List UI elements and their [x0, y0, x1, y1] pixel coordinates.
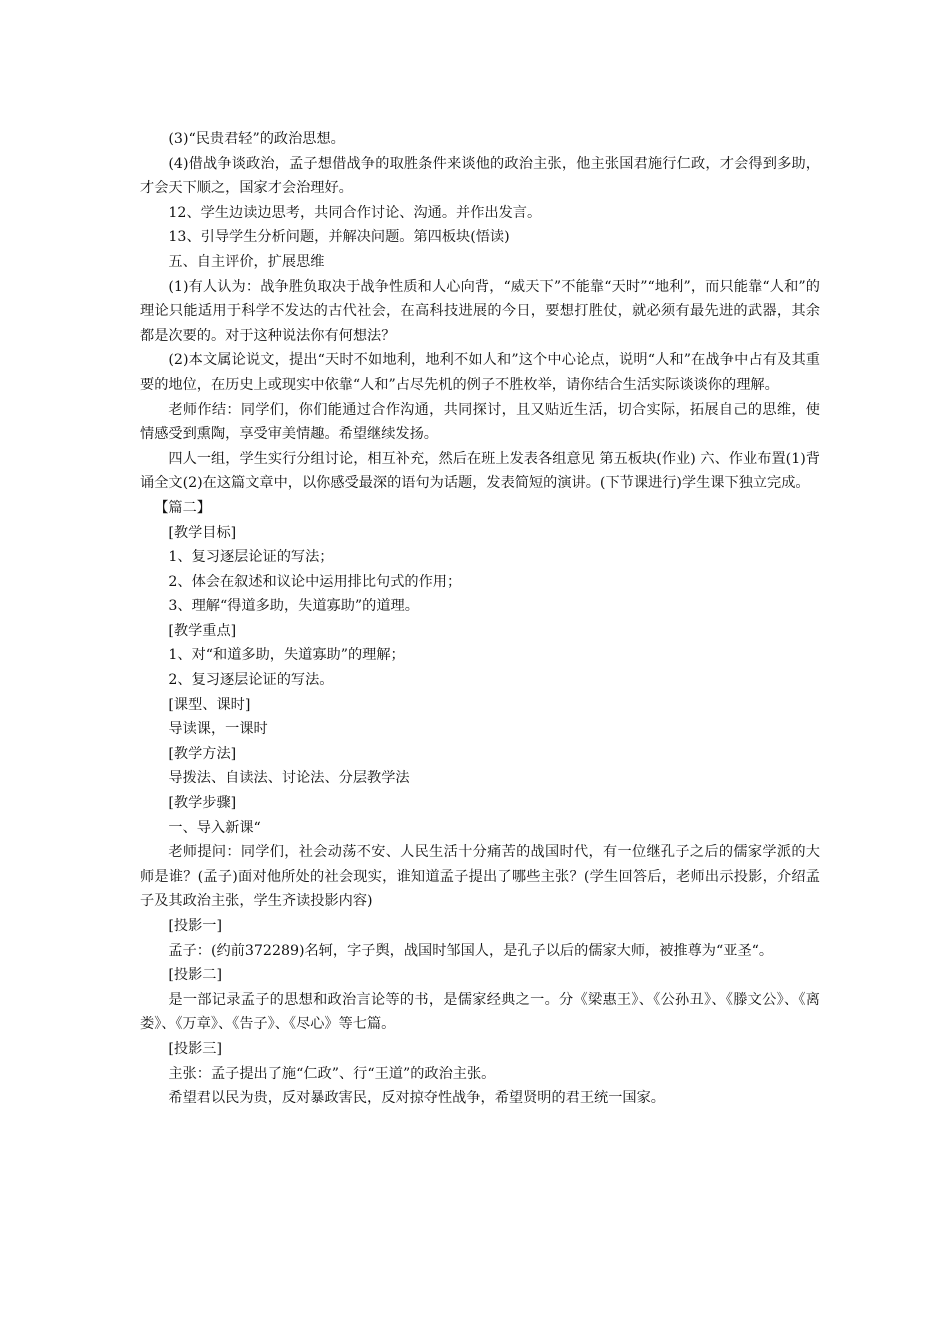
section-heading: [投影二]	[168, 967, 223, 984]
paragraph: (2)本文属论说文，提出“天时不如地利，地利不如人和”这个中心论点，说明“人和”在战争中占有及其重要的地位，在历史上或现实中依靠“人和”占尽先机的例子不胜枚举，请你结合生活实际谈谈你的理解。	[140, 352, 820, 393]
paragraph: 四人一组，学生实行分组讨论，相互补充，然后在班上发表各组意见 第五板块(作业) 六、作业布置(1)背诵全文(2)在这篇文章中，以你感受最深的语句为话题，发表简短的演讲。(下节课进行)学生课下独立完成。	[140, 450, 820, 492]
part-heading: 【篇二】	[154, 499, 211, 516]
paragraph: 是一部记录孟子的思想和政治言论等的书，是儒家经典之一。分《梁惠王》、《公孙丑》、《滕文公》、《离娄》、《万章》、《告子》、《尽心》等七篇。	[140, 991, 820, 1033]
paragraph: 13、引导学生分析问题，并解决问题。第四板块(悟读)	[168, 229, 510, 246]
paragraph: (4)借战争谈政治，孟子想借战争的取胜条件来谈他的政治主张，他主张国君施行仁政，才会得到多助，才会天下顺之，国家才会治理好。	[140, 155, 820, 197]
section-heading: [教学步骤]	[168, 795, 237, 812]
paragraph: 孟子：(约前372289)名轲，字子舆，战国时邹国人，是孔子以后的儒家大师，被推尊为“亚圣“。	[168, 942, 774, 959]
section-heading: 五、自主评价，扩展思维	[168, 253, 325, 270]
paragraph: 老师作结：同学们，你们能通过合作沟通，共同探讨，且又贴近生活，切合实际，拓展自己的思维，使情感受到熏陶，享受审美情趣。希望继续发扬。	[140, 401, 820, 443]
paragraph: (1)有人认为：战争胜负取决于战争性质和人心向背，“威天下”不能靠“天时”“地利”，而只能靠“人和”的理论只能适用于科学不发达的古代社会，在高科技进展的今日，要想打胜仗，就必须有最先进的武器，其余都是次要的。对于这种说法你有何想法？	[140, 278, 820, 344]
list-item: 3、理解“得道多助，失道寡助”的道理。	[168, 598, 419, 615]
paragraph: 12、学生边读边思考，共同合作讨论、沟通。并作出发言。	[168, 204, 542, 221]
list-item: 1、对“和道多助，失道寡助”的理解；	[168, 647, 405, 664]
section-heading: [投影一]	[168, 918, 223, 934]
list-item: 1、复习逐层论证的写法；	[168, 549, 334, 566]
paragraph: 希望君以民为贵，反对暴政害民，反对掠夺性战争，希望贤明的君王统一国家。	[168, 1090, 665, 1107]
section-heading: [教学重点]	[168, 622, 237, 639]
paragraph: (3)“民贵君轻”的政治思想。	[168, 131, 345, 147]
paragraph: 导读课，一课时	[168, 721, 268, 738]
paragraph: 导拨法、自读法、讨论法、分层教学法	[168, 770, 410, 787]
section-heading: [课型、课时]	[168, 696, 251, 713]
list-item: 2、复习逐层论证的写法。	[168, 672, 334, 689]
section-heading: 一、导入新课“	[168, 819, 261, 836]
document-body	[140, 127, 820, 1111]
section-heading: [教学目标]	[168, 524, 237, 541]
section-heading: [投影三]	[168, 1040, 223, 1057]
list-item: 2、体会在叙述和议论中运用排比句式的作用；	[168, 573, 462, 590]
paragraph: 老师提问：同学们，社会动荡不安、人民生活十分痛苦的战国时代，有一位继孔子之后的儒家学派的大师是谁？(孟子)面对他所处的社会现实，谁知道孟子提出了哪些主张？(学生回答后，老师出示投影，介绍孟子及其政治主张，学生齐读投影内容)	[140, 844, 820, 910]
section-heading: [教学方法]	[168, 745, 237, 762]
paragraph: 主张：孟子提出了施“仁政”、行“王道”的政治主张。	[168, 1065, 496, 1082]
